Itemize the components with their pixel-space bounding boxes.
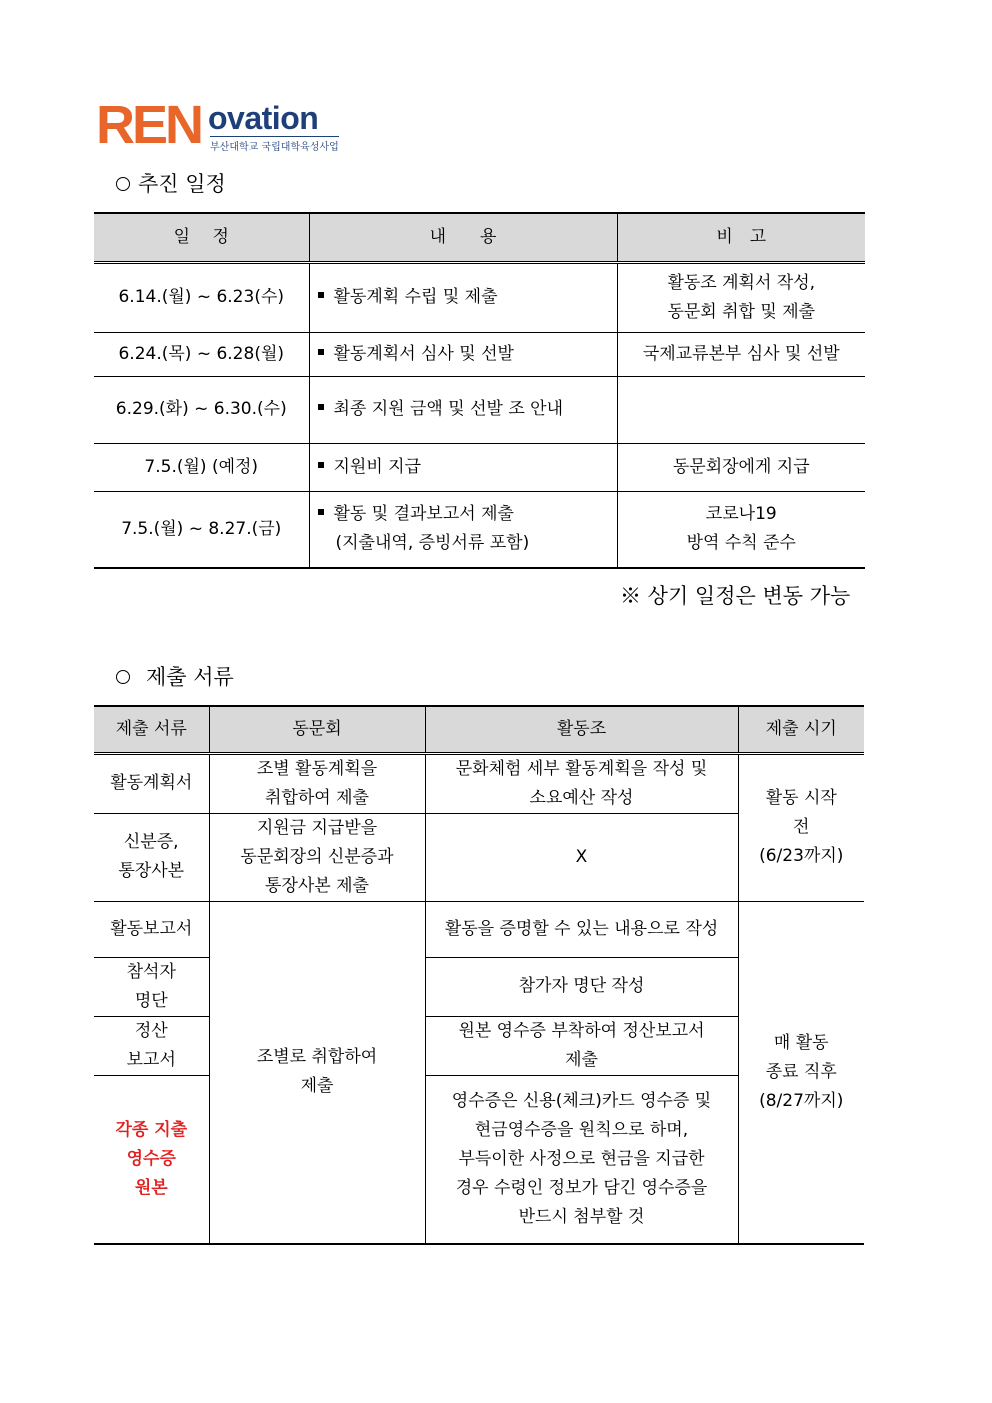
section1-title-row bbox=[116, 168, 226, 198]
doc-timing-line: 종료 직후 bbox=[765, 1061, 837, 1082]
logo-ren-text: REN bbox=[96, 95, 202, 155]
schedule-content-text: 최종 지원 금액 및 선발 조 안내 bbox=[333, 399, 563, 419]
schedule-header-note: 비 고 bbox=[617, 213, 865, 262]
renovation-logo bbox=[96, 95, 346, 155]
doc-name-line: 각종 지출 bbox=[115, 1119, 188, 1140]
logo-ovation-text: ovation bbox=[208, 100, 319, 136]
doc-name: 활동보고서 bbox=[94, 901, 209, 957]
doc-name-highlight bbox=[94, 1075, 209, 1244]
table-row bbox=[94, 491, 865, 568]
schedule-content-text: 활동계획 수립 및 제출 bbox=[333, 287, 498, 307]
doc-team: 활동을 증명할 수 있는 내용으로 작성 bbox=[425, 901, 738, 957]
doc-team-line: 영수증은 신용(체크)카드 영수증 및 bbox=[451, 1090, 712, 1111]
schedule-content bbox=[309, 262, 617, 332]
schedule-note bbox=[617, 376, 865, 443]
schedule-note bbox=[617, 262, 865, 332]
doc-timing-line: 매 활동 bbox=[773, 1032, 829, 1053]
doc-name-line: 명단 bbox=[134, 990, 168, 1011]
schedule-header-date: 일 정 bbox=[94, 213, 309, 262]
doc-timing-line: (8/27까지) bbox=[759, 1090, 844, 1111]
square-bullet-icon bbox=[318, 349, 324, 355]
table-row bbox=[94, 753, 864, 813]
schedule-note: 국제교류본부 심사 및 선발 bbox=[617, 332, 865, 376]
doc-team-line: 반드시 첨부할 것 bbox=[518, 1206, 645, 1227]
schedule-content-text: 활동 및 결과보고서 제출 bbox=[333, 504, 514, 525]
table-row bbox=[94, 443, 865, 491]
doc-alumni-line: 통장사본 제출 bbox=[265, 875, 369, 896]
doc-timing bbox=[738, 753, 864, 901]
schedule-note-line: 동문회 취합 및 제출 bbox=[667, 301, 816, 322]
doc-alumni-line: 지원금 지급받을 bbox=[256, 817, 378, 838]
doc-alumni-line: 취합하여 제출 bbox=[265, 787, 369, 808]
doc-name-line: 통장사본 bbox=[118, 861, 185, 881]
table-row bbox=[94, 262, 865, 332]
doc-alumni-merged bbox=[209, 901, 425, 1244]
doc-alumni bbox=[209, 813, 425, 901]
doc-name-line: 영수증 bbox=[126, 1148, 176, 1169]
doc-name-line: 보고서 bbox=[126, 1049, 176, 1070]
doc-team bbox=[425, 1016, 738, 1075]
doc-team-line: 현금영수증을 원칙으로 하며, bbox=[474, 1119, 689, 1140]
circle-bullet-icon bbox=[116, 670, 130, 684]
schedule-date: 7.5.(월) (예정) bbox=[94, 443, 309, 491]
logo-subtitle: 부산대학교 국립대학육성사업 bbox=[210, 136, 339, 153]
schedule-table bbox=[94, 212, 865, 569]
docs-header-alumni: 동문회 bbox=[209, 706, 425, 753]
schedule-date: 6.14.(월) ~ 6.23(수) bbox=[94, 262, 309, 332]
schedule-date: 6.24.(목) ~ 6.28(월) bbox=[94, 332, 309, 376]
doc-name-line: 원본 bbox=[134, 1177, 168, 1198]
schedule-footnote: ※ 상기 일정은 변동 가능 bbox=[620, 584, 851, 608]
doc-team-line: 경우 수령인 정보가 담긴 영수증을 bbox=[455, 1177, 708, 1198]
doc-team: X bbox=[425, 813, 738, 901]
table-row bbox=[94, 332, 865, 376]
doc-name bbox=[94, 1016, 209, 1075]
doc-timing-line: 전 bbox=[793, 817, 810, 837]
doc-team-line: 원본 영수증 부착하여 정산보고서 bbox=[458, 1020, 705, 1041]
doc-alumni-line: 조별로 취합하여 bbox=[256, 1047, 378, 1068]
doc-timing-line: 활동 시작 bbox=[765, 788, 837, 808]
schedule-content-text: 활동계획서 심사 및 선발 bbox=[333, 343, 514, 364]
schedule-content-text: 지원비 지급 bbox=[333, 456, 422, 477]
doc-team-line: 제출 bbox=[565, 1049, 598, 1070]
doc-name bbox=[94, 813, 209, 901]
square-bullet-icon bbox=[318, 462, 324, 468]
doc-timing-line: (6/23까지) bbox=[759, 846, 844, 866]
doc-name-line: 정산 bbox=[134, 1020, 168, 1041]
doc-name-line: 참석자 bbox=[126, 961, 176, 982]
doc-alumni-line: 제출 bbox=[300, 1076, 334, 1097]
doc-name-line: 신분증, bbox=[123, 832, 179, 852]
schedule-note bbox=[617, 491, 865, 568]
doc-name bbox=[94, 957, 209, 1016]
schedule-content-text: (지출내역, 증빙서류 포함) bbox=[335, 533, 530, 554]
section1-title: 추진 일정 bbox=[138, 172, 226, 196]
schedule-note-line: 방역 수칙 준수 bbox=[686, 533, 796, 554]
doc-alumni-line: 동문회장의 신분증과 bbox=[240, 846, 394, 867]
doc-timing bbox=[738, 901, 864, 1244]
doc-alumni bbox=[209, 753, 425, 813]
schedule-content bbox=[309, 443, 617, 491]
schedule-date: 7.5.(월) ~ 8.27.(금) bbox=[94, 491, 309, 568]
schedule-content bbox=[309, 376, 617, 443]
square-bullet-icon bbox=[318, 509, 324, 515]
schedule-note-line: 활동조 계획서 작성, bbox=[667, 272, 816, 293]
schedule-date: 6.29.(화) ~ 6.30.(수) bbox=[94, 376, 309, 443]
doc-team bbox=[425, 753, 738, 813]
doc-team-line: 문화체험 세부 활동계획을 작성 및 bbox=[455, 758, 708, 779]
circle-bullet-icon bbox=[116, 177, 130, 191]
docs-header-doc: 제출 서류 bbox=[94, 706, 209, 753]
schedule-content bbox=[309, 491, 617, 568]
doc-name: 활동계획서 bbox=[94, 753, 209, 813]
schedule-note-line: 코로나19 bbox=[705, 504, 777, 525]
square-bullet-icon bbox=[318, 292, 324, 298]
table-row bbox=[94, 901, 864, 957]
section2-title-row bbox=[116, 661, 234, 691]
documents-table bbox=[94, 705, 864, 1245]
schedule-content bbox=[309, 332, 617, 376]
doc-alumni-line: 조별 활동계획을 bbox=[256, 758, 378, 779]
section2-title: 제출 서류 bbox=[146, 665, 234, 689]
doc-team: 참가자 명단 작성 bbox=[425, 957, 738, 1016]
doc-team bbox=[425, 1075, 738, 1244]
doc-team-line: 소요예산 작성 bbox=[529, 787, 634, 808]
doc-team-line: 부득이한 사정으로 현금을 지급한 bbox=[458, 1148, 705, 1169]
square-bullet-icon bbox=[318, 404, 324, 410]
docs-header-team: 활동조 bbox=[425, 706, 738, 753]
table-row bbox=[94, 376, 865, 443]
schedule-header-content: 내 용 bbox=[309, 213, 617, 262]
schedule-note: 동문회장에게 지급 bbox=[617, 443, 865, 491]
docs-header-timing: 제출 시기 bbox=[738, 706, 864, 753]
